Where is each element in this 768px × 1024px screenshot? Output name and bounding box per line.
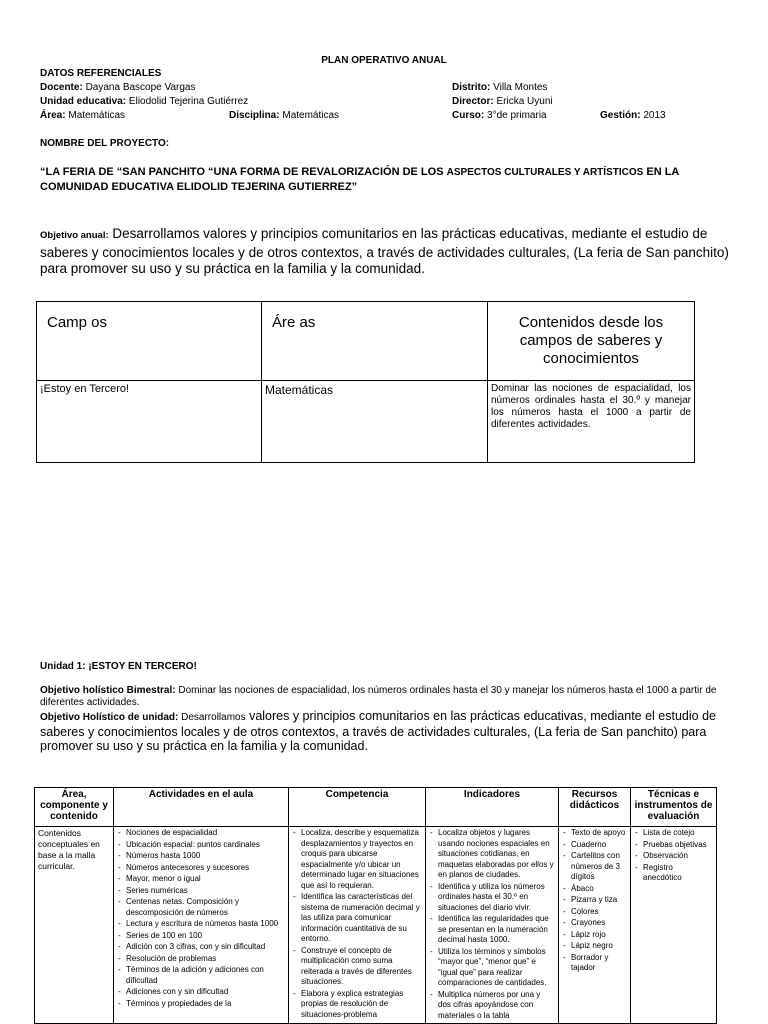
disciplina-line (229, 109, 339, 123)
curso-line (452, 109, 547, 123)
actividad-item: - Resolución de problemas (117, 954, 285, 965)
header-competencia: Competencia (289, 788, 426, 827)
tecnica-item: - Lista de cotejo (634, 828, 713, 839)
header-recursos: Recursos didácticos (559, 788, 631, 827)
contenido-cell: Dominar las nociones de espacialidad, los números ordinales hasta el 30.º y manejar los números hasta el 1000 a partir de diferentes actividades. (488, 381, 695, 463)
distrito-label: Distrito: (452, 82, 491, 93)
indicador-item: - Identifica las regularidades que se presentan en la numeración decimal hasta 1000. (429, 914, 555, 946)
campos-header: Camp os (37, 302, 262, 381)
project-name-part1: “LA FERIA DE “SAN PANCHITO “UNA FORMA DE REVALORIZACIÓN DE LOS (40, 166, 447, 178)
tecnica-item: - Registro anecdótico (634, 863, 713, 884)
planning-table (34, 787, 717, 1024)
area-content-cell: Contenidos conceptuales en base a la malla curricular. (35, 827, 114, 1024)
area-line (40, 109, 125, 123)
header-indicadores: Indicadores (426, 788, 559, 827)
actividad-item: - Números antecesores y sucesores (117, 863, 285, 874)
docente-value: Dayana Bascope Vargas (85, 82, 196, 93)
header-tecnicas: Técnicas e instrumentos de evaluación (631, 788, 717, 827)
planning-table-row (35, 827, 717, 1024)
indicador-item: - Multiplica números por una y dos cifras apoyándose con materiales o la tabla (429, 990, 555, 1022)
nombre-proyecto-label: NOMBRE DEL PROYECTO: (40, 138, 170, 149)
disciplina-value: Matemáticas (282, 110, 340, 121)
director-value: Ericka Uyuni (496, 96, 553, 107)
competencia-item: - Localiza, describe y esquematiza desplazamientos y trayectos en croquis para ubicarse espacialmente y/o ubicar un determinado lugar en situaciones que así lo requieran. (292, 828, 422, 891)
unidad-label: Unidad educativa: (40, 96, 127, 107)
holistico-bimestral-label: Objetivo holístico Bimestral: (40, 685, 176, 696)
campos-table (36, 301, 695, 463)
indicadores-cell (426, 827, 559, 1024)
actividad-item: - Lectura y escritura de números hasta 1000 (117, 919, 285, 930)
actividad-item: - Series de 100 en 100 (117, 931, 285, 942)
docente-label: Docente: (40, 82, 83, 93)
curso-value: 3°de primaria (487, 110, 547, 121)
holistico-bimestral (40, 685, 730, 709)
recurso-item: - Lápiz rojo (562, 930, 627, 941)
disciplina-label: Disciplina: (229, 110, 280, 121)
recurso-item: - Cuaderno (562, 840, 627, 851)
document-title: PLAN OPERATIVO ANUAL (321, 55, 447, 66)
tecnica-item: - Pruebas objetivas (634, 840, 713, 851)
datos-referenciales-heading: DATOS REFERENCIALES (40, 68, 162, 79)
competencia-item: - Elabora y explica estrategias propias de resolución de situaciones-problema (292, 989, 422, 1021)
objetivo-anual-text: Desarrollamos valores y principios comunitarios en las prácticas educativas, mediante el estudio de saberes y conocimientos locales y de otros contextos, a través de actividades culturales, (La feria de San panchito) para promover su uso y su práctica en la familia y la comunidad. (40, 226, 729, 276)
indicador-item: - Identifica y utiliza los números ordinales hasta el 30.º en situaciones del diario vivir. (429, 882, 555, 914)
area-value: Matemáticas (68, 110, 126, 121)
gestion-value: 2013 (643, 110, 666, 121)
contenidos-header: Contenidos desde los campos de saberes y conocimientos (488, 302, 695, 381)
project-name-part3: EN LA COMUNIDAD EDUCATIVA ELIDOLID TEJERINA GUTIERREZ” (40, 166, 679, 193)
holistico-bimestral-text: Dominar las nociones de espacialidad, los números ordinales hasta el 30 y manejar los números hasta el 1000 a partir de diferentes actividades. (40, 685, 717, 708)
recurso-item: - Pizarra y tiza (562, 895, 627, 906)
unidad-line (40, 95, 248, 109)
holistico-unidad (40, 709, 730, 753)
areas-header: Áre as (262, 302, 488, 381)
actividades-cell (114, 827, 289, 1024)
planning-table-header-row (35, 788, 717, 827)
recursos-cell (559, 827, 631, 1024)
director-line (452, 95, 553, 109)
actividad-item: - Números hasta 1000 (117, 851, 285, 862)
recurso-item: - Texto de apoyo (562, 828, 627, 839)
actividad-item: - Series numéricas (117, 886, 285, 897)
project-name (40, 165, 730, 194)
project-name-part2: ASPECTOS CULTURALES Y ARTÍSTICOS (446, 167, 644, 178)
gestion-label: Gestión: (600, 110, 641, 121)
actividad-item: - Adiciones con y sin dificultad (117, 987, 285, 998)
director-label: Director: (452, 96, 494, 107)
area-cell: Matemáticas (262, 381, 488, 463)
indicador-item: - Localiza objetos y lugares usando nociones espaciales en situaciones cotidianas, en maquetas elaboradas por ellos y en planos de ciudades. (429, 828, 555, 881)
objetivo-anual-label: Objetivo anual: (40, 230, 109, 241)
holistico-unidad-label: Objetivo Holístico de unidad: (40, 712, 179, 723)
curso-label: Curso: (452, 110, 485, 121)
competencia-item: - Construye el concepto de multiplicación como suma reiterada a través de diferentes situaciones. (292, 946, 422, 988)
distrito-line (452, 81, 547, 95)
campos-table-header-row (37, 302, 695, 381)
recurso-item: - Borrador y tajador (562, 953, 627, 974)
competencia-cell (289, 827, 426, 1024)
unidad-value: Eliodolid Tejerina Gutiérrez (128, 96, 249, 107)
campo-cell: ¡Estoy en Tercero! (37, 381, 262, 463)
actividad-item: - Adición con 3 cifras, con y sin dificultad (117, 942, 285, 953)
tecnica-item: - Observación (634, 851, 713, 862)
recurso-item: - Ábaco (562, 884, 627, 895)
area-label: Área: (40, 110, 66, 121)
indicador-item: - Utiliza los términos y símbolos “mayor que”, “menor que” e “igual que” para realizar comparaciones de cantidades. (429, 947, 555, 989)
header-area: Área, componente y contenido (35, 788, 114, 827)
actividad-item: - Términos y propiedades de la (117, 999, 285, 1010)
actividad-item: - Ubicación espacial: puntos cardinales (117, 840, 285, 851)
actividad-item: - Nociones de espacialidad (117, 828, 285, 839)
distrito-value: Villa Montes (493, 82, 548, 93)
actividad-item: - Mayor, menor o igual (117, 874, 285, 885)
objetivo-anual (40, 226, 730, 278)
actividad-item: - Términos de la adición y adiciones con dificultad (117, 965, 285, 986)
holistico-unidad-mid: Desarrollamos (178, 712, 246, 723)
gestion-line (600, 109, 666, 123)
unidad1-title: Unidad 1: ¡ESTOY EN TERCERO! (40, 661, 197, 672)
recurso-item: - Lápiz negro (562, 941, 627, 952)
recurso-item: - Colores (562, 907, 627, 918)
competencia-item: - Identifica las características del sistema de numeración decimal y las utiliza para comunicar información cuantitativa de su entorno. (292, 892, 422, 945)
docente-line (40, 81, 195, 95)
campos-table-row (37, 381, 695, 463)
actividad-item: - Centenas netas. Composición y descomposición de números (117, 897, 285, 918)
recurso-item: - Cartelitos con números de 3 dígitos (562, 851, 627, 883)
recurso-item: - Crayones (562, 918, 627, 929)
holistico-unidad-text: valores y principios comunitarios en las prácticas educativas, mediante el estudio de saberes y conocimientos locales y de otros contextos, a través de actividades culturales, (La feria de San panchito) para promover su uso y su práctica en la familia y la comunidad. (40, 709, 716, 753)
header-actividades: Actividades en el aula (114, 788, 289, 827)
tecnicas-cell (631, 827, 717, 1024)
